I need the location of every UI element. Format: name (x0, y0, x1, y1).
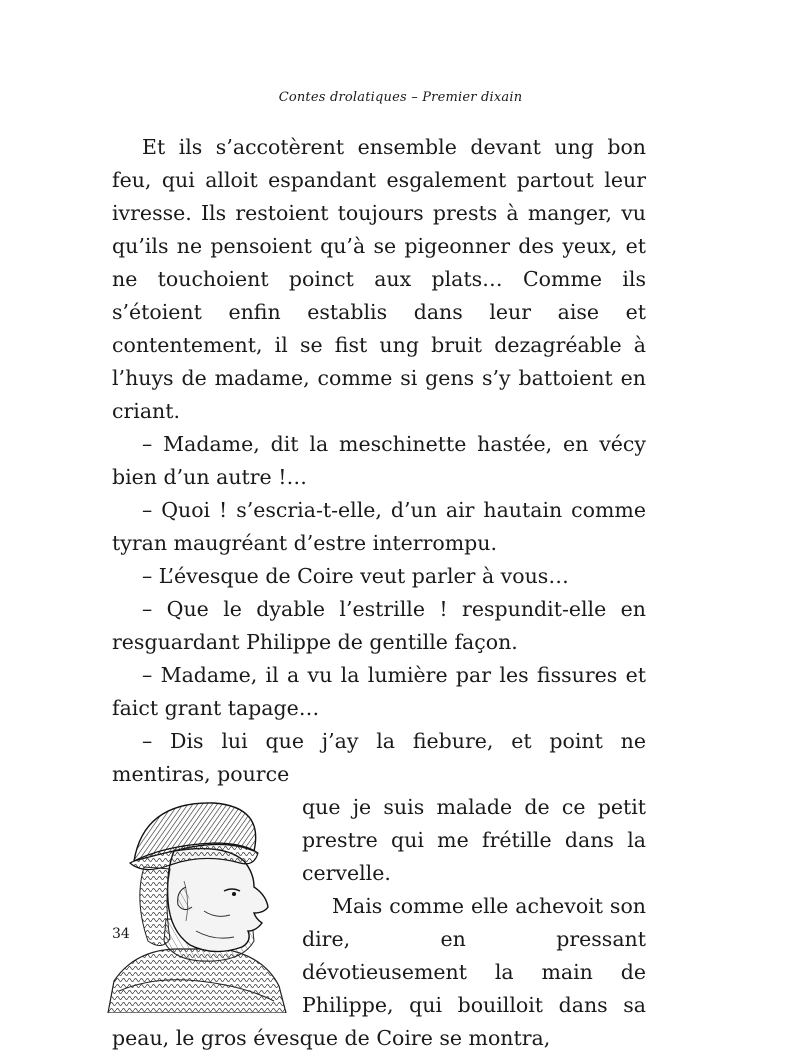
paragraph: – Madame, dit la meschinette hastée, en vécy bien d’un autre !… (112, 432, 646, 489)
paragraph: – L’évesque de Coire veut parler à vous… (142, 564, 569, 588)
page-number: 34 (112, 926, 130, 942)
paragraph: – Dis lui que j’ay la fiebure, et point ne mentiras, pource (112, 729, 646, 786)
page-body (112, 131, 646, 1055)
paragraph: que je suis malade de ce petit prestre qui me frétille dans la cervelle. (302, 795, 646, 885)
engraving-portrait-icon (104, 791, 294, 1013)
running-header: Contes drolatiques – Premier dixain (278, 90, 523, 105)
paragraph: – Que le dyable l’estrille ! respundit-elle en resguardant Philippe de gentille façon. (112, 597, 646, 654)
paragraph: Et ils s’accotèrent ensemble devant ung bon feu, qui alloit espandant esgalement partout leur ivresse. Ils restoient toujours prests à manger, vu qu’ils ne pensoient qu’à se pigeonner des yeux, et ne touchoient poinct aux plats… Comme ils s’étoient enfin establis dans leur aise et contentement, il se fist ung bruit dezagréable à l’huys de madame, comme si gens s’y battoient en criant. (112, 135, 646, 423)
paragraph: – Quoi ! s’escria-t-elle, d’un air hautain comme tyran maugréant d’estre interrompu. (112, 498, 646, 555)
paragraph: Mais comme elle achevoit son dire, en pressant dévotieusement la main de Philippe, qui bouilloit dans sa peau, le gros évesque de Coire se montra, (112, 894, 646, 1050)
bishop-portrait-illustration (104, 791, 302, 1019)
paragraph: – Madame, il a vu la lumière par les fissures et faict grant tapage… (112, 663, 646, 720)
